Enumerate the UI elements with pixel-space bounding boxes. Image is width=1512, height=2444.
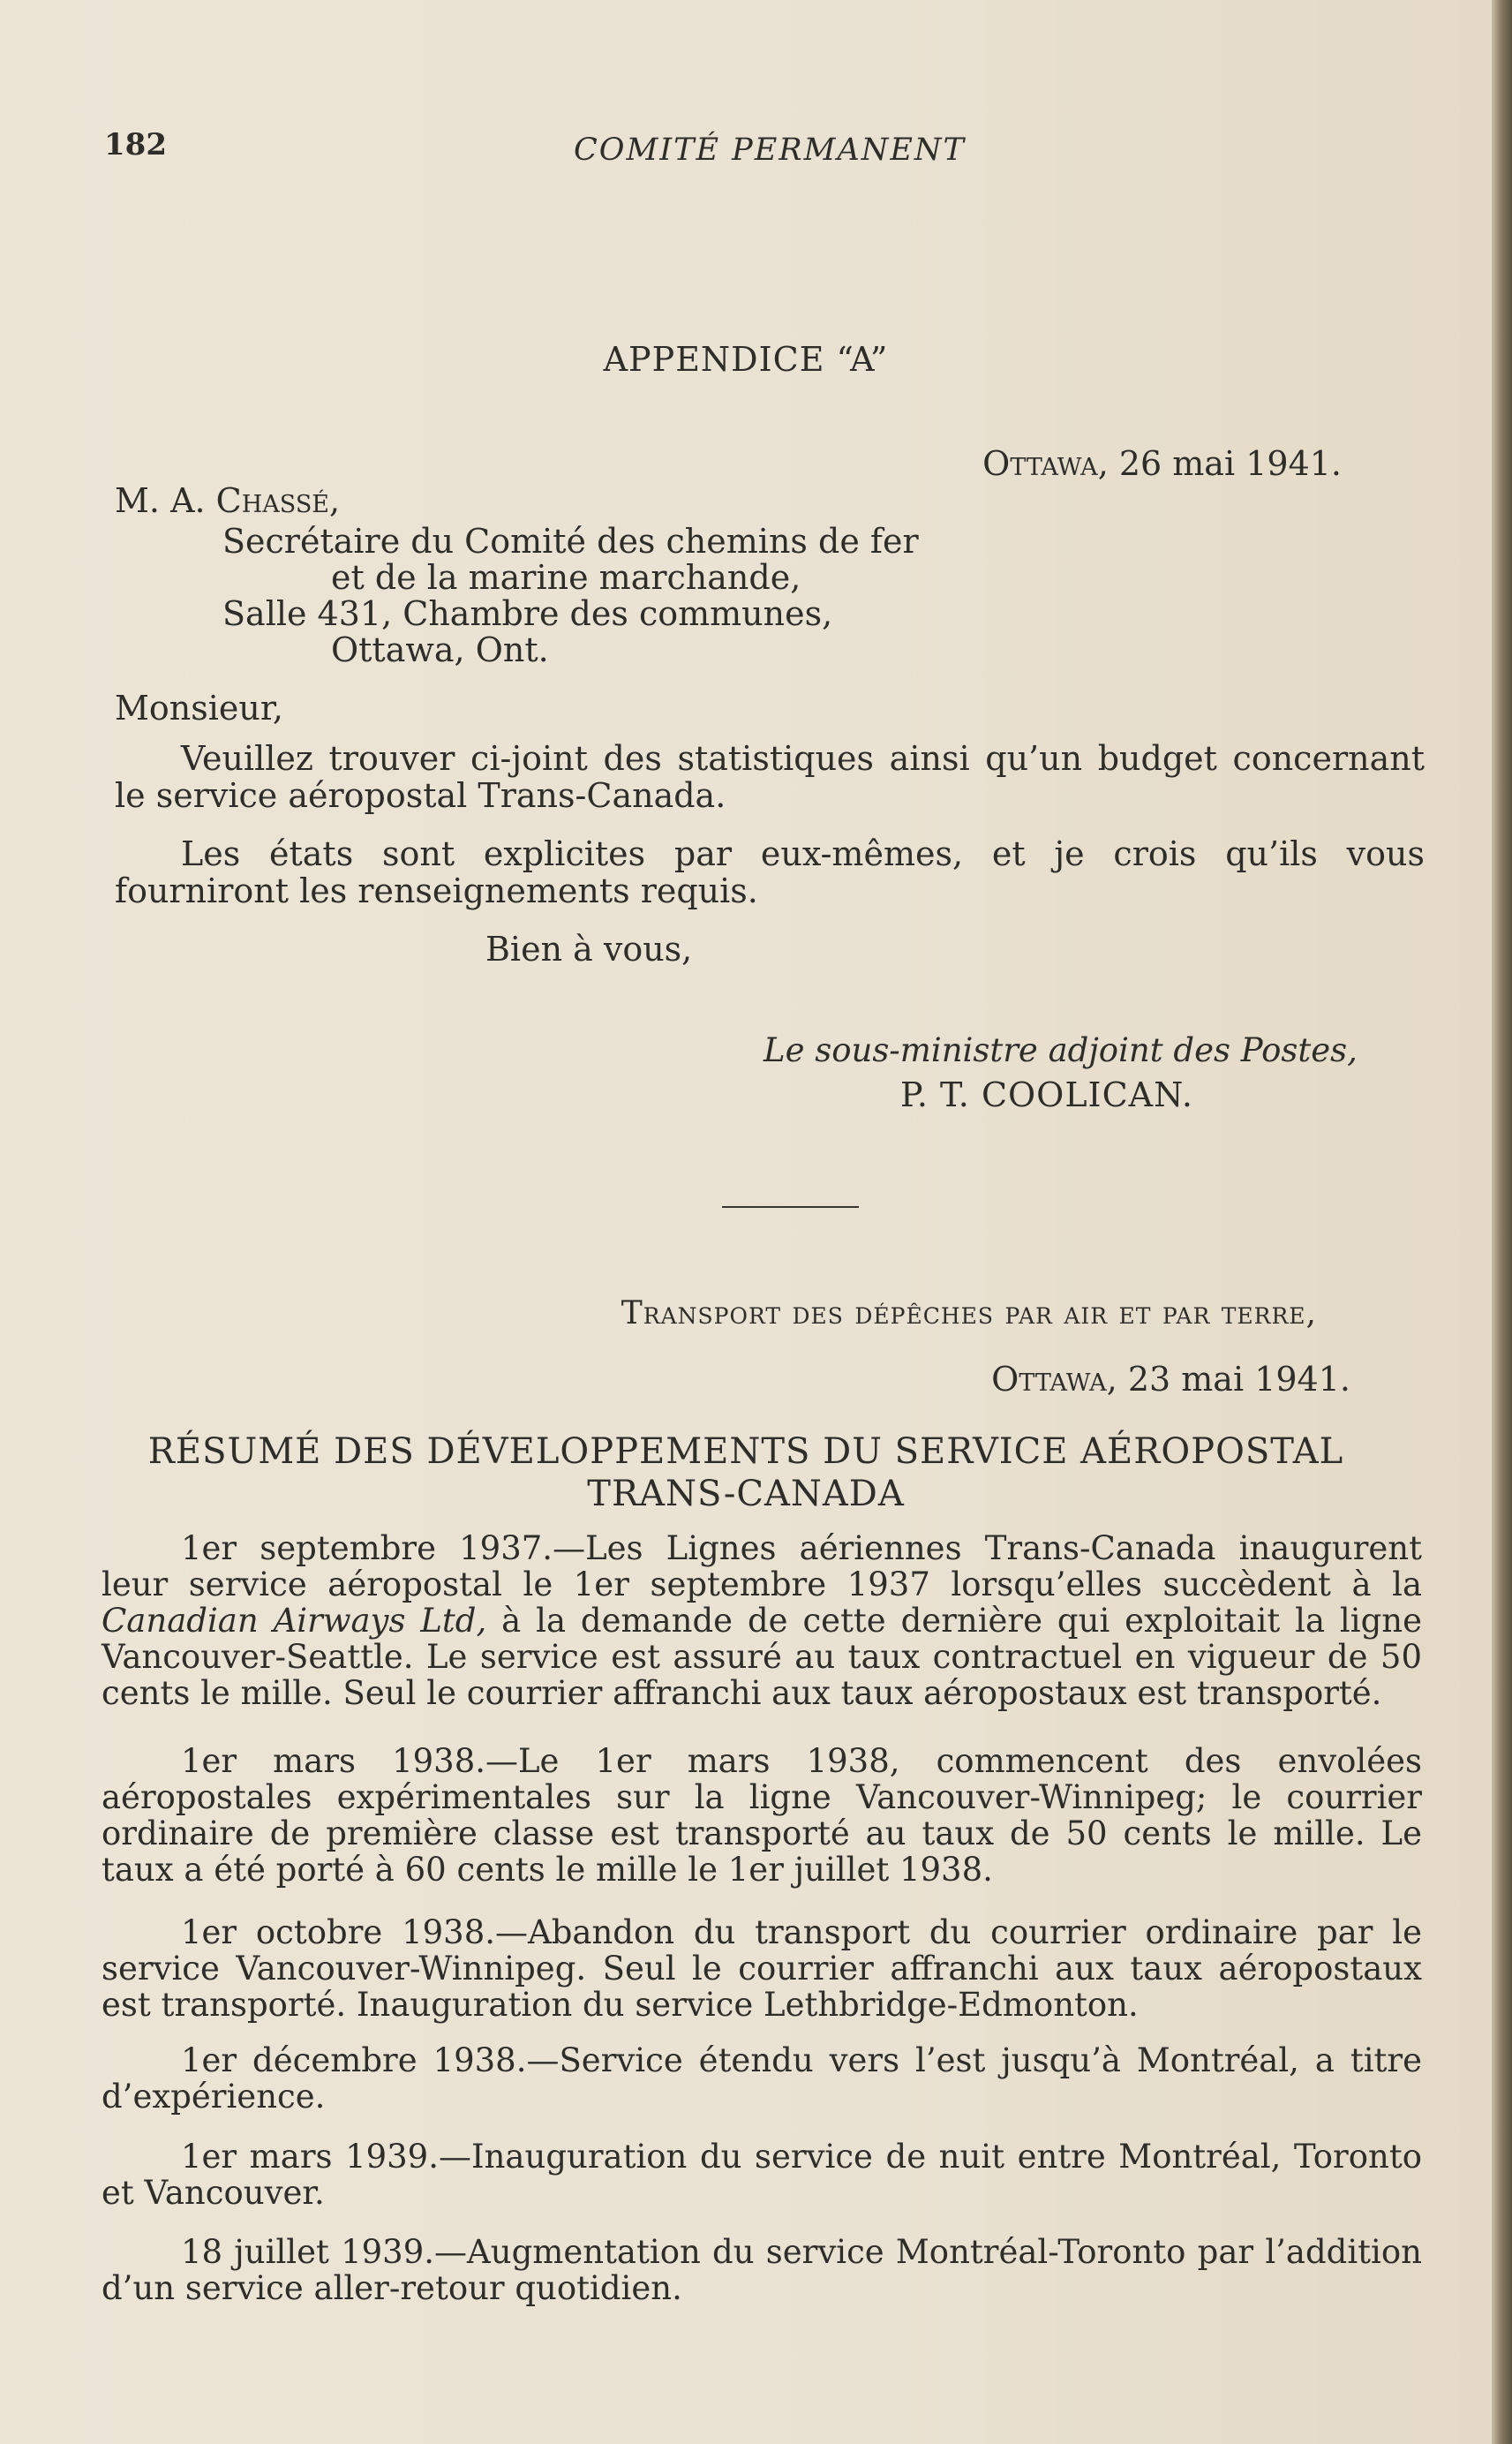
section-divider: [722, 1206, 859, 1208]
letter-paragraph: Les états sont explicites par eux-mêmes, et je crois qu’ils vous fourniront les renseignements requis.: [115, 834, 1425, 910]
report-entry: 1er mars 1939.—Inauguration du service de nuit entre Montréal, Toronto et Vancouver.: [102, 2138, 1422, 2212]
report-entry: 1er octobre 1938.—Abandon du transport du courrier ordinaire par le service Vancouver-Winnipeg. Seul le courrier affranchi aux taux aéropostaux est transporté. Inauguration du service Lethbridge-Edmonton.: [102, 1913, 1422, 2024]
report-place: Ottawa: [991, 1360, 1107, 1399]
report-heading: [0, 1430, 1492, 1515]
department-line: Transport des dépêches par air et par terre,: [621, 1295, 1317, 1331]
recipient: [115, 481, 340, 520]
closing: Bien à vous,: [485, 930, 693, 969]
recipient-prefix: M. A.: [115, 481, 216, 520]
entry-italic: Canadian Airways Ltd,: [102, 1602, 487, 1640]
address-line: Secrétaire du Comité des chemins de fer: [222, 522, 919, 561]
signature-name: P. T. COOLICAN.: [900, 1075, 1193, 1114]
salutation: Monsieur,: [115, 689, 283, 728]
address-line: Ottawa, Ont.: [331, 630, 549, 669]
report-entry: 1er mars 1938.—Le 1er mars 1938, commencent des envolées aéropostales expérimentales sur la ligne Vancouver-Winnipeg; le courrier ordinaire de première classe est transporté au taux de 50 cents le mille. Le taux a été porté à 60 cents le mille le 1er juillet 1938.: [102, 1742, 1422, 1889]
address-line: et de la marine marchande,: [331, 558, 801, 597]
book-spine-edge: [1492, 0, 1512, 2444]
letter-place-date: [982, 444, 1342, 483]
report-entry: 18 juillet 1939.—Augmentation du service Montréal-Toronto par l’addition d’un service aller-retour quotidien.: [102, 2233, 1422, 2307]
letter-date: , 26 mai 1941.: [1097, 444, 1342, 483]
report-place-date: [991, 1360, 1350, 1399]
report-date: , 23 mai 1941.: [1106, 1360, 1350, 1399]
report-entry: 1er décembre 1938.—Service étendu vers l’est jusqu’à Montréal, a titre d’expérience.: [102, 2041, 1422, 2116]
appendix-title: APPENDICE “A”: [603, 340, 889, 379]
page-number: 182: [104, 127, 167, 162]
report-heading-line: RÉSUMÉ DES DÉVELOPPEMENTS DU SERVICE AÉROPOSTAL: [147, 1431, 1344, 1472]
report-entry: [102, 1530, 1422, 1711]
letter-place: Ottawa: [982, 444, 1098, 483]
signature-title: Le sous-ministre adjoint des Postes,: [764, 1031, 1358, 1069]
entry-text: à la demande de cette dernière qui exploitait la ligne Vancouver-Seattle. Le service est assuré au taux contractuel en vigueur de 50 cents le mille. Seul le courrier affranchi aux taux aéropostaux est transporté.: [102, 1602, 1422, 1712]
entry-text: 1er septembre 1937.—Les Lignes aériennes Trans-Canada inaugurent leur service aéropostal le 1er septembre 1937 lorsqu’elles succèdent à la: [102, 1529, 1422, 1603]
address-line: Salle 431, Chambre des communes,: [222, 594, 833, 633]
report-heading-line: TRANS-CANADA: [587, 1474, 905, 1514]
recipient-name: Chassé,: [215, 481, 341, 520]
letter-paragraph: Veuillez trouver ci-joint des statistiques ainsi qu’un budget concernant le service aéropostal Trans-Canada.: [115, 739, 1425, 815]
running-title: COMITÉ PERMANENT: [574, 132, 966, 168]
